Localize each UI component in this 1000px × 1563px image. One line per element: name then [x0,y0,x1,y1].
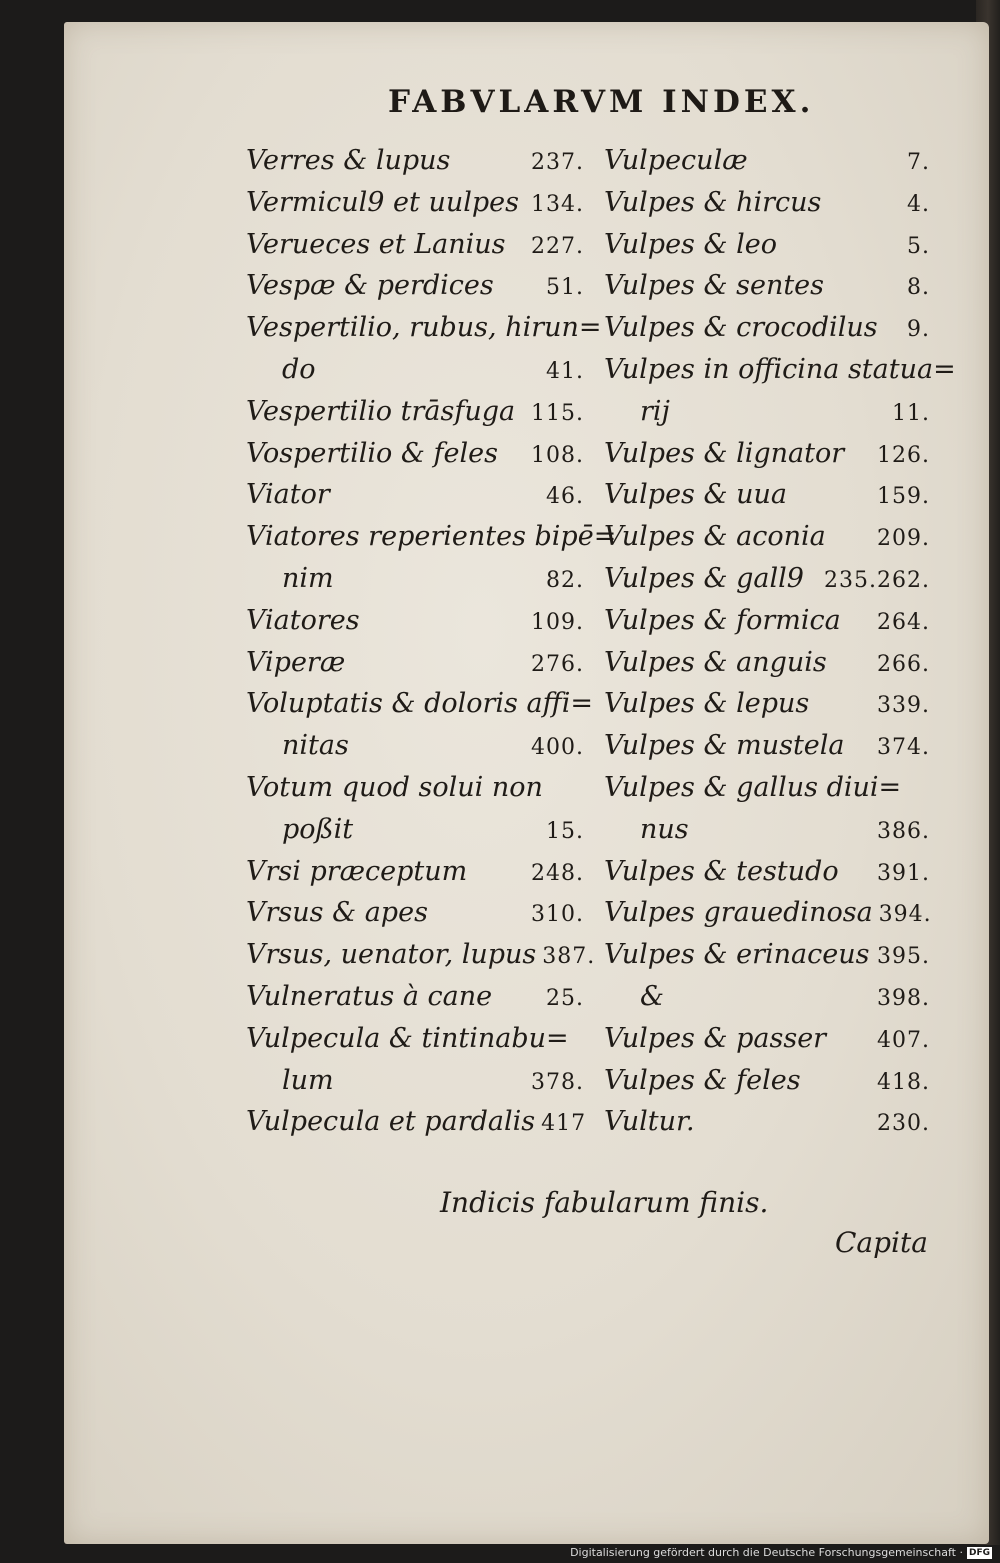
entry-number: 115. [531,400,584,426]
index-entry-continuation [246,725,584,767]
index-entry [246,600,584,642]
entry-number: 374. [877,735,930,761]
index-entry [246,265,584,307]
entry-number: 11. [892,400,930,426]
entry-title: Vulpes & gall9 [604,562,804,594]
entry-title: Vulpes & uua [604,479,787,511]
index-entry [246,642,584,684]
entry-title: Votum quod solui non [246,771,543,803]
index-entry [604,265,930,307]
entry-title: Vespertilio, rubus, hirun= [246,312,602,344]
entry-title: Vulpes & passer [604,1022,827,1054]
entry-number: 339. [877,693,930,719]
entry-title: nitas [282,730,349,762]
entry-number: 398. [877,985,930,1011]
entry-title: lum [282,1064,334,1096]
entry-number: 395. [877,944,930,970]
entry-title: Verres & lupus [246,145,451,176]
index-entry-continuation [246,1060,584,1102]
index-entry [604,642,930,684]
index-entry-continuation [246,809,584,851]
entry-number: 407. [877,1027,930,1053]
catchword: Capita [835,1226,928,1259]
entry-number: 4. [907,191,930,217]
entry-title: Vultur. [604,1106,695,1138]
entry-title: Vulpes & gallus diui= [604,771,902,803]
entry-title: Vulpes & mustela [604,730,845,762]
entry-title: Vrsus, uenator, lupus [246,939,537,971]
entry-title: Vermicul9 et uulpes [246,186,519,218]
index-entry [604,1060,930,1102]
entry-number: 51. [546,275,584,301]
index-entry [246,433,584,475]
entry-number: 209. [877,526,930,552]
entry-title: Vulpes & sentes [604,270,825,302]
entry-number: 7. [907,150,930,175]
entry-title: Vulpes & feles [604,1064,801,1096]
entry-title: Vrsi præceptum [246,855,468,887]
index-entry [246,683,593,725]
entry-number: 235.262. [824,567,930,593]
index-entry [604,182,930,224]
running-header: FABVLARVM INDEX. [388,84,815,120]
index-entry [604,851,930,893]
entry-number: 418. [877,1069,930,1095]
entry-title: nim [282,562,334,594]
index-entry [604,892,930,934]
entry-number: 134. [531,191,584,217]
index-column-left [246,140,617,1143]
index-entry [604,474,930,516]
entry-number: 227. [531,233,584,259]
index-entry-continuation [604,976,930,1018]
entry-title: Vospertilio & feles [246,437,498,469]
index-entry [604,1101,930,1143]
entry-title: Vulpeculæ [604,145,748,176]
entry-title: Vulpes & crocodilus [604,312,878,344]
credit-text: Digitalisierung gefördert durch die Deutsche Forschungsgemeinschaft · [570,1546,963,1559]
entry-number: 310. [531,902,584,928]
entry-number: 391. [877,860,930,886]
entry-number: 386. [877,818,930,844]
index-entry [604,558,930,600]
entry-title: Viator [246,479,330,511]
entry-title: do [282,353,316,385]
entry-number: 8. [907,275,930,301]
index-entry [604,683,930,725]
index-entry [604,307,930,349]
index-entry [246,224,584,266]
index-entry [604,600,930,642]
entry-title: poßit [282,813,354,845]
entry-title: Viatores reperientes bipē= [246,521,617,553]
index-entry [604,725,930,767]
dfg-logo: DFG [968,1547,990,1558]
entry-number: 400. [531,735,584,761]
index-entry [604,934,930,976]
entry-title: Viperæ [246,646,346,678]
entry-title: Vulneratus à cane [246,980,493,1012]
entry-number: 5. [907,233,930,259]
entry-number: 46. [546,484,584,510]
entry-title: Vulpes & anguis [604,646,827,678]
index-entry [246,1018,584,1060]
index-entry [246,307,602,349]
entry-number: 264. [877,609,930,635]
index-entry [246,934,596,976]
entry-number: 109. [531,609,584,635]
index-entry [604,1018,930,1060]
entry-title: Vespertilio trāsfuga [246,395,516,427]
entry-title: Vulpes & testudo [604,855,839,887]
index-entry [246,767,584,809]
index-entry-continuation [246,558,584,600]
entry-title: Vulpecula & tintinabu= [246,1022,569,1054]
entry-number: 378. [531,1069,584,1095]
entry-number: 82. [546,567,584,593]
index-entry-continuation [246,349,584,391]
entry-title: Vrsus & apes [246,897,428,929]
index-entry [246,976,584,1018]
entry-title: nus [640,813,689,845]
entry-title: Vulpes & aconia [604,521,826,553]
entry-number: 25. [546,985,584,1011]
entry-number: 126. [877,442,930,468]
entry-number: 230. [877,1111,930,1137]
index-entry [604,433,930,475]
index-entry [604,349,956,391]
entry-title: Viatores [246,604,360,636]
index-column-right [604,140,956,1143]
index-end-note: Indicis fabularum finis. [440,1186,769,1219]
entry-number: 394. [878,902,932,928]
entry-number: 266. [877,651,930,677]
index-entry [246,1101,587,1143]
entry-number: 108. [531,442,584,468]
entry-title: Verueces et Lanius [246,228,506,260]
index-entry [246,516,617,558]
index-entry [604,140,930,182]
entry-title: Vulpes & lignator [604,437,845,469]
index-entry [246,892,584,934]
entry-title: Vulpes grauedinosa [604,897,873,929]
entry-number: 276. [531,651,584,677]
index-entry [246,182,584,224]
entry-number: 41. [546,358,584,384]
entry-number: 248. [531,860,584,886]
entry-title: & [640,980,665,1012]
entry-title: Vulpes & hircus [604,186,822,218]
index-entry [246,140,584,182]
index-entry [604,516,930,558]
index-entry [604,224,930,266]
entry-title: Vulpes & leo [604,228,777,260]
entry-title: Vulpes & lepus [604,688,810,720]
index-entry [246,851,584,893]
entry-title: Vulpes & erinaceus [604,939,870,971]
index-entry [246,474,584,516]
entry-title: Vulpes in officina statua= [604,353,956,385]
entry-title: rij [640,395,670,427]
entry-number: 159. [877,484,930,510]
digitization-credit [570,1546,992,1559]
index-entry-continuation [604,809,930,851]
index-entry-continuation [604,391,930,433]
entry-title: Vulpecula et pardalis [246,1106,536,1138]
entry-title: Vulpes & formica [604,604,841,636]
entry-title: Vespæ & perdices [246,270,494,302]
entry-number: 15. [546,818,584,844]
entry-number: 237. [531,150,584,175]
index-entry [604,767,930,809]
index-entry [246,391,584,433]
entry-number: 9. [907,317,930,343]
entry-number: 417 [541,1111,587,1137]
entry-title: Voluptatis & doloris affi= [246,688,593,720]
entry-number: 387. [542,944,596,970]
